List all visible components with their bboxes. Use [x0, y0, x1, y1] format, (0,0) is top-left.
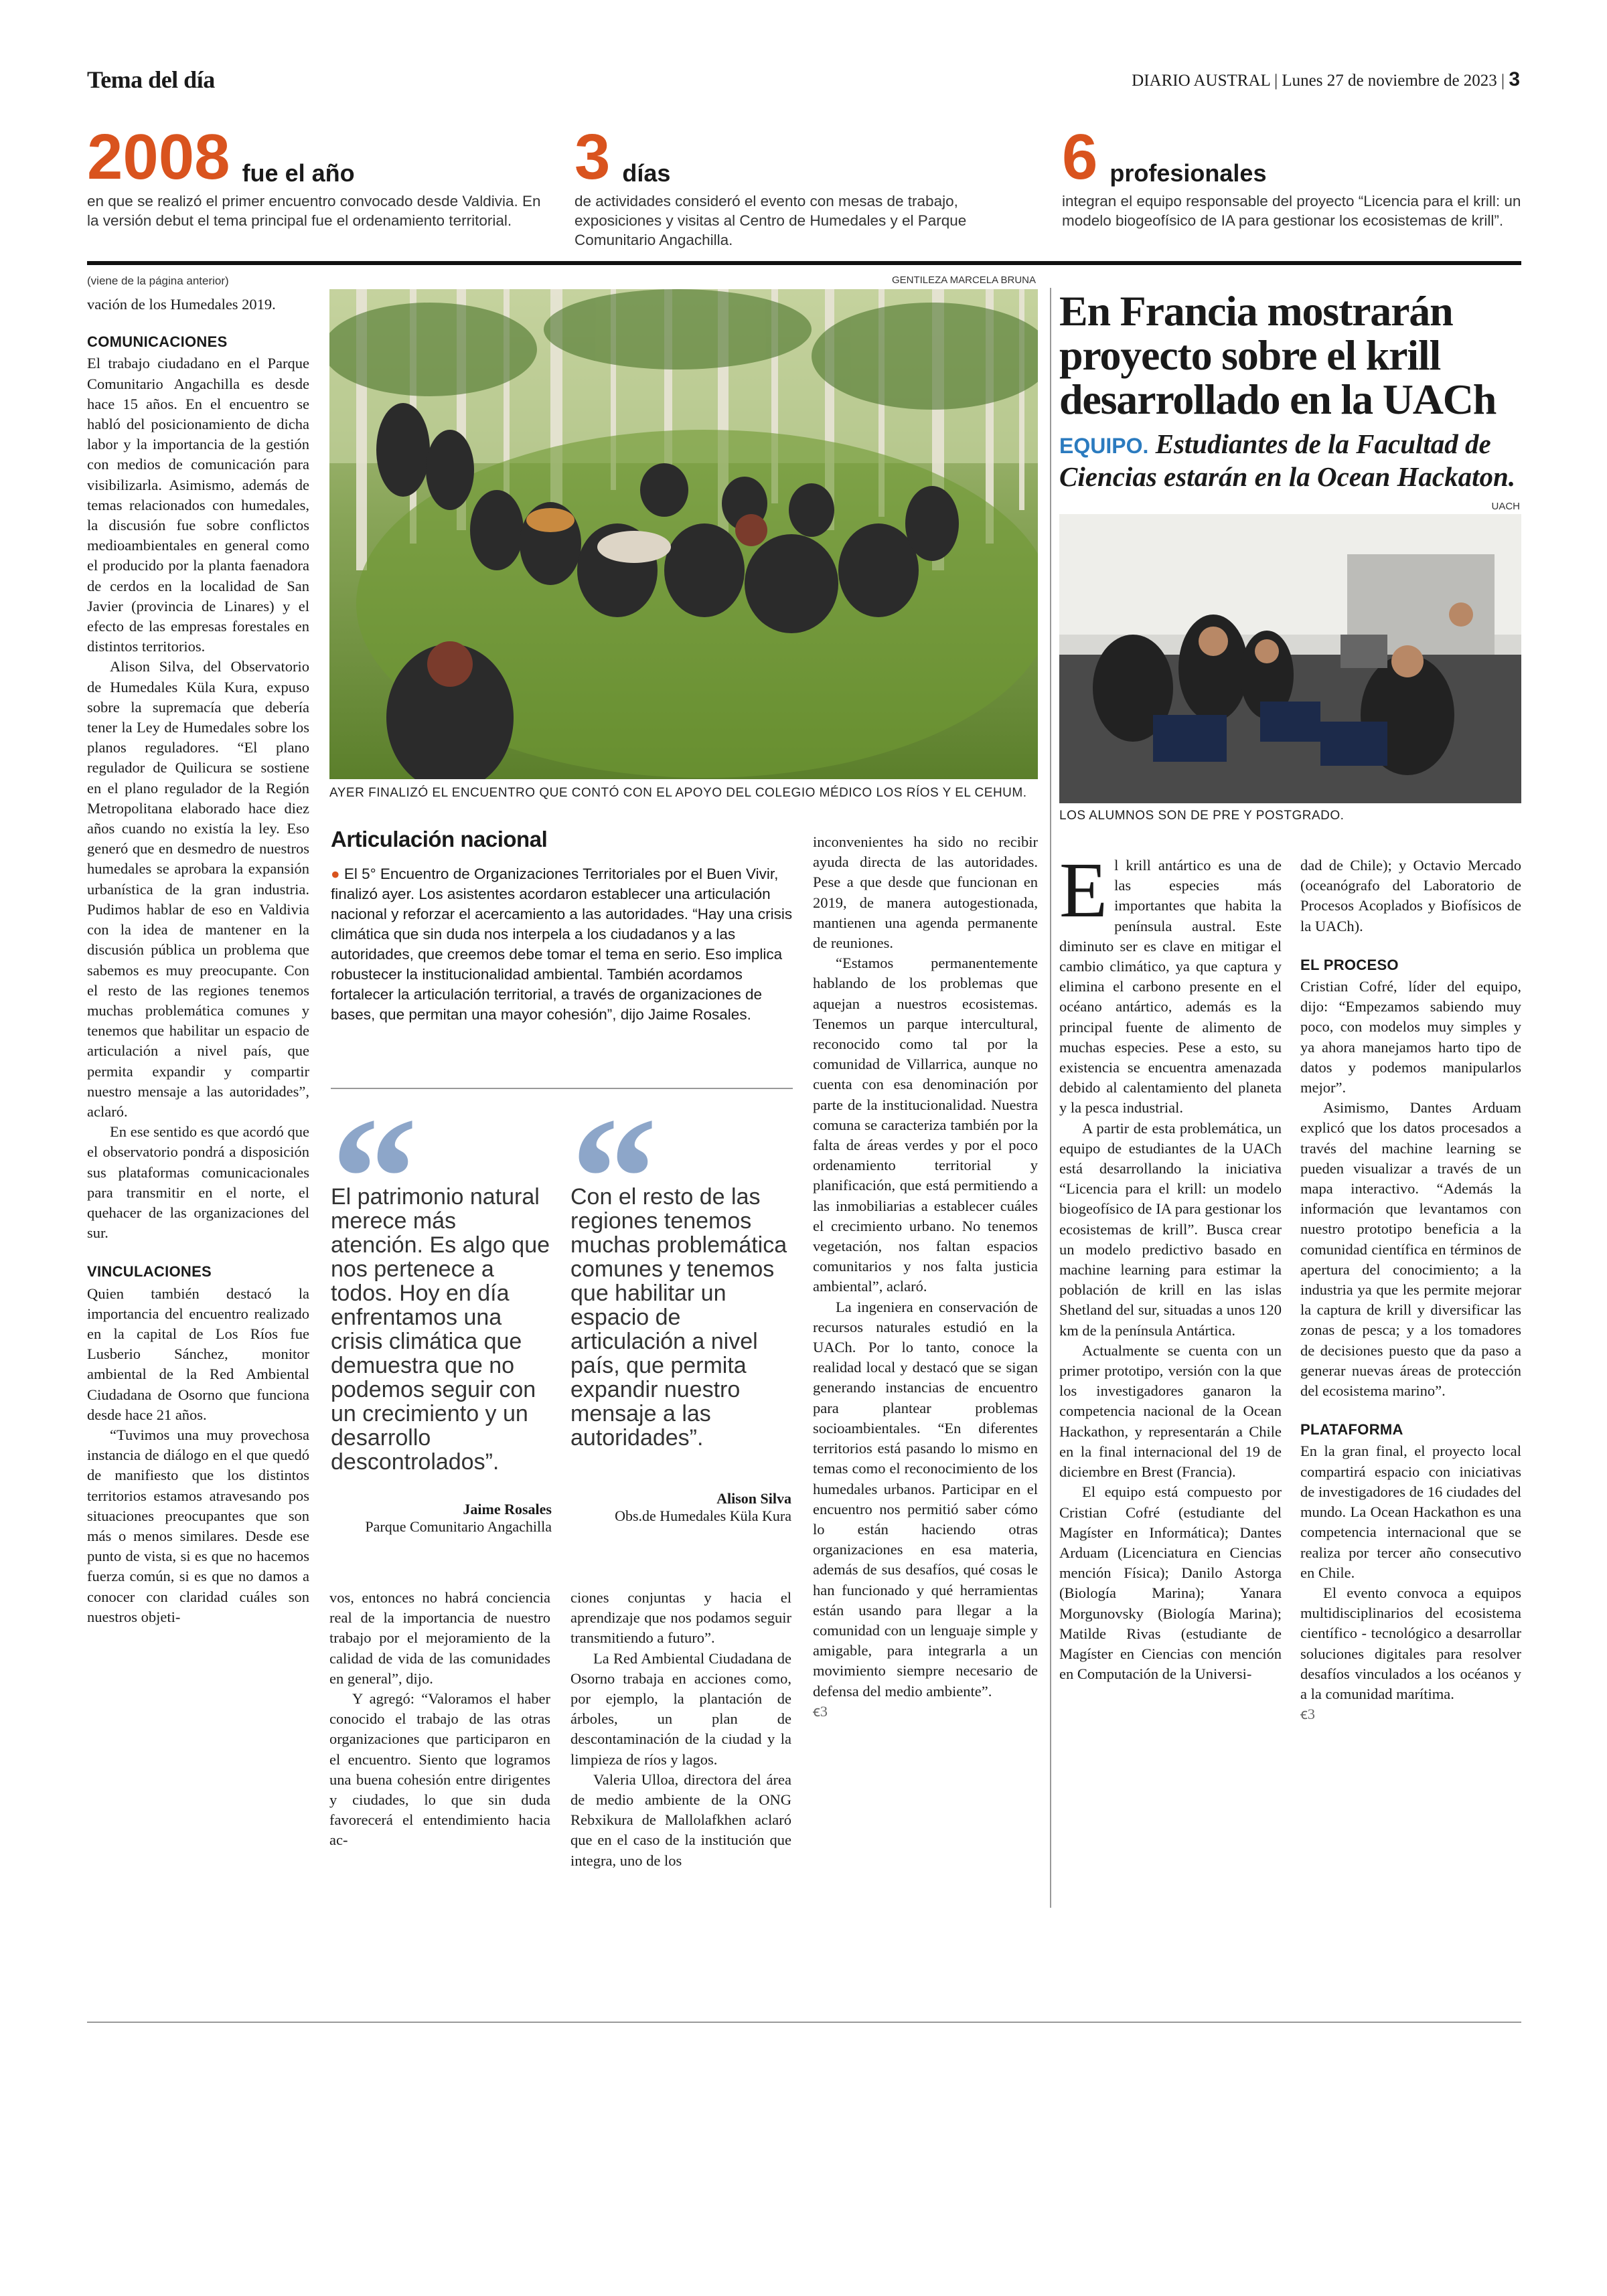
- paragraph-group: [329, 1588, 550, 1851]
- paragraph: ciones conjuntas y hacia el aprendizaje que nos podamos seguir transmitiendo a futuro”.: [570, 1589, 791, 1647]
- paragraph-group: [813, 832, 1038, 1702]
- column-3-bottom: [570, 1588, 791, 1871]
- paragraph: l krill antártico es una de las especies más importantes que habita la península austral. Este diminuto ser es clave en mitigar el cambio climático, ya que captura y elimina el carbono presente en el océano antártico, además es la principal fuente de alimento de muchas especies. Pese a esto, su existencia se encuentra amenazada debido al calentamiento del planeta y la pesca industrial.: [1059, 857, 1282, 1117]
- articulacion-box: [331, 827, 793, 1025]
- paragraph: Quien también destacó la importancia del encuentro realizado en la capital de Los Ríos fue Lusberio Sánchez, monitor ambiental de la Red Ambiental Ciudadana de Osorno que funciona desde hace 21 años.: [87, 1285, 309, 1423]
- column-4: [813, 832, 1038, 1722]
- forest-meeting-image: [329, 289, 1038, 779]
- paragraph: Alison Silva, del Observatorio de Humedales Küla Kura, expuso sobre la supremacía que debería tener la Ley de Humedales sobre los planos reguladores. “El plano regulador de Quilicura se sostiene en el plano regulador de la Región Metropolitana elaborado hace diez años cuando no existía la ley. Eso generó que en desmedro de nuestros humedales se aprobara la expansión urbanística de la gran industria. Pudimos hablar de eso en Valdivia con la idea de mantener en la discusión pública un problema que sabemos es muy preocupante. Con el resto de las regiones tenemos muchas problemática comunes y tenemos que habilitar un espacio de articulación a nivel país, que permita expandir y compartir nuestro mensaje a las autoridades”, aclaró.: [87, 658, 309, 1120]
- students-lab-image: [1059, 514, 1521, 803]
- paragraph: Asimismo, Dantes Arduam explicó que los datos procesados a través del machine learning se pueden visualizar a través de un mapa interactivo. “Además la información que levantamos con nuestro prototipo beneficia a la comunidad científica en términos de apertura del conocimiento; a la industria ya que les permite mejorar la captura de krill y diversificar las zonas de pesca; y a los tomadores de decisiones puesto que da paso a generar nuevas áreas de protección del ecosistema marino”.: [1300, 1099, 1521, 1400]
- paragraph: El evento convoca a equipos multidisciplinarios del ecosistema científico - tecnológico a desarrollar soluciones digitales para resolver desafíos vinculados a los océanos y a la comunidad marítima.: [1300, 1584, 1521, 1702]
- paragraph-group: [1300, 977, 1521, 1401]
- paragraph-group: [1300, 1441, 1521, 1704]
- drop-cap: E: [1059, 846, 1108, 934]
- left-column: [87, 295, 309, 1627]
- quote-mark-icon: [570, 1111, 791, 1185]
- end-mark-icon: ꞓ3: [813, 1702, 828, 1720]
- stat-label: días: [622, 159, 671, 187]
- stat-text: integran el equipo responsable del proyecto “Licencia para el krill: un modelo biogeofísico de IA para gestionar los ecosistemas de krill”.: [1062, 193, 1521, 229]
- krill-photo-credit: UACH: [1491, 501, 1520, 512]
- articulacion-lead: El 5° Encuentro de Organizaciones Territoriales por el Buen Vivir, finalizó ayer. Los asistentes acordaron establecer una articulación nacional y reforzar el acercamiento a las autoridades. “Hay una crisis climática que sin duda nos interpela a los ciudadanos y a las autoridades, que creemos debe tomar el tema en serio. Eso implica robustecer la institucionalidad ambiental. También acordamos fortalecer la articulación territorial, a través de organizaciones de bases, que permitan una mayor cohesión”, dijo Jaime Rosales.: [331, 866, 793, 1023]
- paragraph: En la gran final, el proyecto local compartirá espacio con iniciativas de investigadores de 16 ciudades del mundo. La Ocean Hackathon es una competencia internacional que se realiza por tercer año consecutivo en Chile.: [1300, 1443, 1521, 1581]
- paragraph: Y agregó: “Valoramos el haber conocido el trabajo de las otras organizaciones que participaron en el encuentro. Siento que logramos una buena cohesión entre dirigentes y ciudades, lo que sin duda favorecerá el entendimiento hacia ac-: [329, 1690, 550, 1849]
- masthead: [1132, 68, 1520, 91]
- deck-keyword: EQUIPO.: [1059, 434, 1149, 458]
- stat-text: de actividades consideró el evento con mesas de trabajo, exposiciones y visitas al Centro de Humedales y el Parque Comunitario Angachilla.: [575, 193, 967, 248]
- main-photo: [329, 289, 1038, 779]
- paragraph: “Estamos permanentemente hablando de los problemas que aquejan a nuestros ecosistemas. Tenemos un parque intercultural, reconocido como tal por la comunidad de Villarrica, aunque no cuenta con esa denominación por parte de la institucionalidad. Nuestra comuna se caracteriza también por la falta de áreas verdes y por el poco ordenamiento territorial y planificación, que está permitiendo a las inmobiliarias a establecer cuáles el crecimiento urbano. No tenemos vegetación, nos faltan espacios comunitarios y nos falta justicia ambiental”, aclaró.: [813, 955, 1038, 1295]
- paragraph: vos, entonces no habrá conciencia real de la importancia de nuestro trabajo por el mejoramiento de la calidad de vida de las comunidades en general”, dijo.: [329, 1589, 550, 1687]
- quote-silva: [570, 1111, 791, 1525]
- stat-text: en que se realizó el primer encuentro convocado desde Valdivia. En la versión debut el tema principal fue el ordenamiento territorial.: [87, 193, 541, 229]
- stat-2008: [87, 121, 549, 230]
- articulacion-title: Articulación nacional: [331, 827, 548, 851]
- divider: [331, 1088, 793, 1089]
- quote-org: Obs.de Humedales Küla Kura: [615, 1507, 791, 1524]
- quote-text: Con el resto de las regiones tenemos muchas problemática comunes y tenemos que habilitar un espacio de articulación a nivel país, que permita expandir nuestro mensaje a las autoridades”.: [570, 1184, 787, 1451]
- paragraph: El equipo está compuesto por Cristian Cofré (estudiante del Magíster en Informática); Dantes Arduam (Licenciatura en Ciencias mención Física); Danilo Astorga (Biología Marina); Yanara Morgunovsky (Biología Marina); Matilde Rivas (estudiante de Magíster en Ciencias con mención en Computación de la Universi-: [1059, 1483, 1282, 1683]
- krill-photo-caption: LOS ALUMNOS SON DE PRE Y POSTGRADO.: [1059, 809, 1345, 823]
- stat-number: 3: [575, 121, 611, 193]
- stat-number: 6: [1062, 121, 1098, 193]
- paragraph: El trabajo ciudadano en el Parque Comunitario Angachilla es desde hace 15 años. En el encuentro se habló del posicionamiento de dicha labor y la importancia de la gestión con medios de comunicación para visibilizarla. Asimismo, además de temas relacionados con humedales, la discusión fue sobre conflictos medioambientales en general como el producido por la planta faenadora de cerdos en la localidad de San Javier (provincia de Linares) y el efecto de las empresas forestales en distintos territorios.: [87, 355, 309, 655]
- paragraph-group: [570, 1588, 791, 1871]
- paragraph: Valeria Ulloa, directora del área de medio ambiente de la ONG Rebxikura de Mallolafkhen aclaró que en el caso de la institución que integra, uno de los: [570, 1771, 791, 1869]
- paragraph: “Tuvimos una muy provechosa instancia de diálogo en el que quedó de manifiesto que los distintos territorios estamos atravesando pos situaciones preocupantes que son más o menos similares. Desde ese punto de vista, si es que no hacemos fuerza común, si es que no damos a conocer con claridad cuáles son nuestros objeti-: [87, 1426, 309, 1625]
- stat-label: profesionales: [1109, 159, 1267, 187]
- krill-deck: [1059, 428, 1521, 492]
- quote-name: Jaime Rosales: [463, 1501, 552, 1518]
- quote-name: Alison Silva: [716, 1490, 791, 1507]
- continued-note: (viene de la página anterior): [87, 274, 229, 287]
- paragraph: A partir de esta problemática, un equipo de estudiantes de la UACh está desarrollando la iniciativa “Licencia para el krill: un modelo biogeofísico de IA para gestionar los ecosistemas de krill”. Busca crear un modelo predictivo basado en machine learning para estimar la población de krill en las islas Shetland del sur, situadas a unos 120 km de la península Antártica.: [1059, 1119, 1282, 1339]
- paragraph: La ingeniera en conservación de recursos naturales estudió en la UACh. Por lo tanto, conoce la realidad local y destacó que se sigan generando instancias de encuentro para plantear problemas socioambientales. “En diferentes territorios está pasando lo mismo en temas como el reconocimiento de los humedales urbanos. Participar en el encuentro nos permitió saber cómo lo están haciendo otras organizaciones en esa materia, además de sus desafíos, qué cosas le han funcionado y qué herramientas están usando para llegar a la comunidad con un lenguaje simple y amigable, para integrarla a un movimiento siempre necesario de defensa del medio ambiente”.: [813, 1298, 1038, 1700]
- stat-3-dias: [575, 121, 1043, 250]
- paragraph: Cristian Cofré, líder del equipo, dijo: “Empezamos sabiendo muy poco, con modelos muy simples y ya ahora manejamos harto tipo de datos y podemos manipularlos mejor”.: [1300, 978, 1521, 1096]
- section-title: Tema del día: [87, 66, 215, 93]
- stat-6-profesionales: [1062, 121, 1524, 230]
- quote-text: El patrimonio natural merece más atención. Es algo que nos pertenece a todos. Hoy en día enfrentamos una crisis climática que demuestra que no podemos seguir con un crecimiento y un desarrollo descontrolados”.: [331, 1184, 550, 1475]
- paragraph-group: [1059, 846, 1282, 1684]
- paragraph: La Red Ambiental Ciudadana de Osorno trabaja en acciones como, por ejemplo, la plantación de árboles, un plan de descontaminación de la ciudad y la limpieza de ríos y lagos.: [570, 1649, 791, 1768]
- masthead-text: DIARIO AUSTRAL | Lunes 27 de noviembre de 2023 |: [1132, 72, 1505, 90]
- heading-plataforma: PLATAFORMA: [1300, 1421, 1403, 1439]
- krill-column-2: [1300, 855, 1521, 1724]
- photo-credit: GENTILEZA MARCELA BRUNA: [891, 274, 1036, 286]
- krill-headline: En Francia mostrarán proyecto sobre el krill desarrollado en la UACh: [1059, 287, 1497, 423]
- heading-vinculaciones: VINCULACIONES: [87, 1263, 212, 1281]
- paragraph: inconvenientes ha sido no recibir ayuda directa de las autoridades. Pese a que desde que funcionan en 2019, de manera autogestionada, mantienen una agenda permanente de reuniones.: [813, 833, 1038, 952]
- quote-org: Parque Comunitario Angachilla: [365, 1518, 552, 1535]
- krill-photo: [1059, 514, 1521, 803]
- quote-mark-icon: [331, 1111, 552, 1185]
- page-number: 3: [1509, 68, 1520, 90]
- first-line: vación de los Humedales 2019.: [87, 296, 276, 313]
- main-photo-caption: AYER FINALIZÓ EL ENCUENTRO QUE CONTÓ CON EL APOYO DEL COLEGIO MÉDICO LOS RÍOS Y EL CEHUM.: [329, 786, 1027, 800]
- heading-comunicaciones: COMUNICACIONES: [87, 333, 228, 351]
- end-mark-icon: ꞓ3: [1300, 1706, 1316, 1723]
- column-2-bottom: [329, 1588, 550, 1851]
- paragraph: dad de Chile); y Octavio Mercado (oceanógrafo del Laboratorio de Procesos Acoplados y Biofísicos de la UACh).: [1300, 857, 1521, 934]
- paragraph: Actualmente se cuenta con un primer prototipo, versión con la que los investigadores ganaron la competencia nacional de la Ocean Hackathon, y representarán a Chile en la final internacional del 19 de diciembre en Brest (Francia).: [1059, 1341, 1282, 1481]
- bottom-rule: [87, 2022, 1521, 2023]
- stat-number: 2008: [87, 121, 230, 193]
- bullet-icon: ●: [331, 866, 340, 882]
- paragraph: En ese sentido es que acordó que el observatorio pondrá a disposición sus plataformas comunicacionales para transmitir en el norte, el quehacer de las organizaciones del sur.: [87, 1123, 309, 1242]
- quote-rosales: [331, 1111, 552, 1536]
- heading-el-proceso: EL PROCESO: [1300, 956, 1399, 973]
- column-divider: [1050, 288, 1051, 1908]
- krill-column-1: [1059, 846, 1282, 1684]
- top-rule: [87, 261, 1521, 265]
- deck-text: Estudiantes de la Facultad de Ciencias estarán en la Ocean Hackaton.: [1059, 428, 1516, 492]
- stat-label: fue el año: [242, 159, 355, 187]
